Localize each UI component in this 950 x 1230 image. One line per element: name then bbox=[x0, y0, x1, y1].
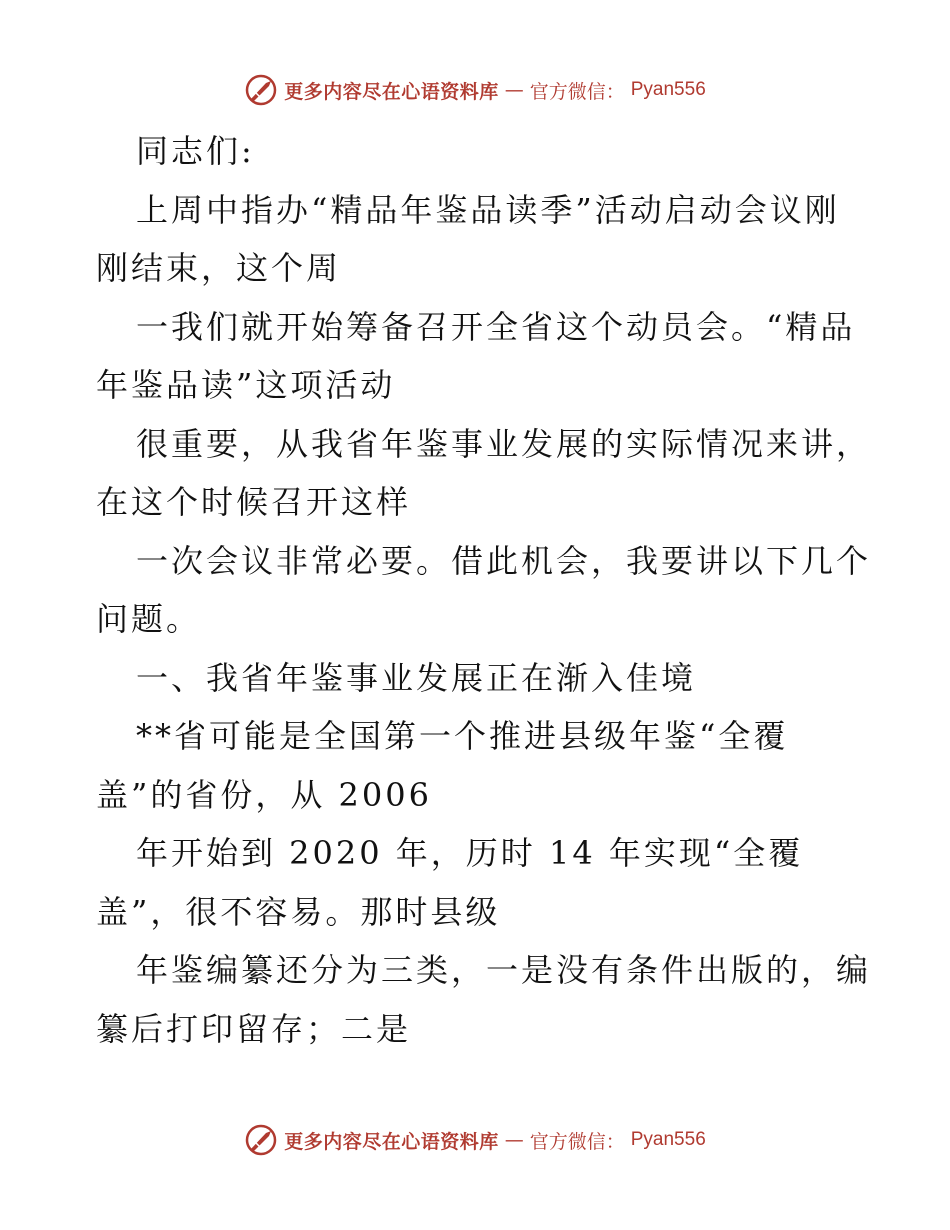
text-line: 很重要，从我省年鉴事业发展的实际情况来讲， bbox=[136, 424, 872, 463]
banner-separator: — bbox=[504, 1129, 524, 1151]
text-line: **省可能是全国第一个推进县级年鉴“全覆 bbox=[136, 717, 789, 755]
text-line: 盖”，很不容易。那时县级 bbox=[96, 892, 501, 931]
banner-wechat-id: Pyan556 bbox=[630, 1129, 706, 1150]
text-line: 刚结束，这个周 bbox=[96, 249, 342, 287]
document-body bbox=[96, 122, 872, 1058]
text-line: 问题。 bbox=[96, 600, 202, 638]
banner-text: 更多内容尽在心语资料库 bbox=[284, 1130, 499, 1153]
text-line: 盖”的省份，从 2006 bbox=[96, 775, 432, 814]
text-line: 一、我省年鉴事业发展正在渐入佳境 bbox=[136, 658, 697, 697]
text-line: 年鉴品读”这项活动 bbox=[96, 366, 396, 404]
header-banner bbox=[0, 68, 950, 112]
quill-pen-logo-icon bbox=[244, 73, 278, 107]
banner-text: 更多内容尽在心语资料库 bbox=[284, 80, 499, 103]
text-line: 一次会议非常必要。借此机会，我要讲以下几个 bbox=[136, 541, 872, 580]
text-line: 同志们: bbox=[136, 132, 255, 170]
text-line: 一我们就开始筹备召开全省这个动员会。“精品 bbox=[136, 307, 856, 346]
text-line: 在这个时候召开这样 bbox=[96, 483, 412, 521]
text-line: 上周中指办“精品年鉴品读季”活动启动会议刚 bbox=[136, 190, 840, 229]
banner-wechat-label: 官方微信： bbox=[529, 1130, 625, 1153]
text-line: 年开始到 2020 年，历时 14 年实现“全覆 bbox=[136, 834, 804, 872]
quill-pen-logo-icon bbox=[244, 1123, 278, 1157]
banner-separator: — bbox=[504, 79, 524, 101]
text-line: 纂后打印留存；二是 bbox=[96, 1009, 412, 1048]
banner-wechat-id: Pyan556 bbox=[630, 79, 706, 100]
footer-banner bbox=[0, 1118, 950, 1162]
banner-wechat-label: 官方微信： bbox=[529, 80, 625, 103]
text-line: 年鉴编纂还分为三类，一是没有条件出版的，编 bbox=[136, 951, 872, 989]
